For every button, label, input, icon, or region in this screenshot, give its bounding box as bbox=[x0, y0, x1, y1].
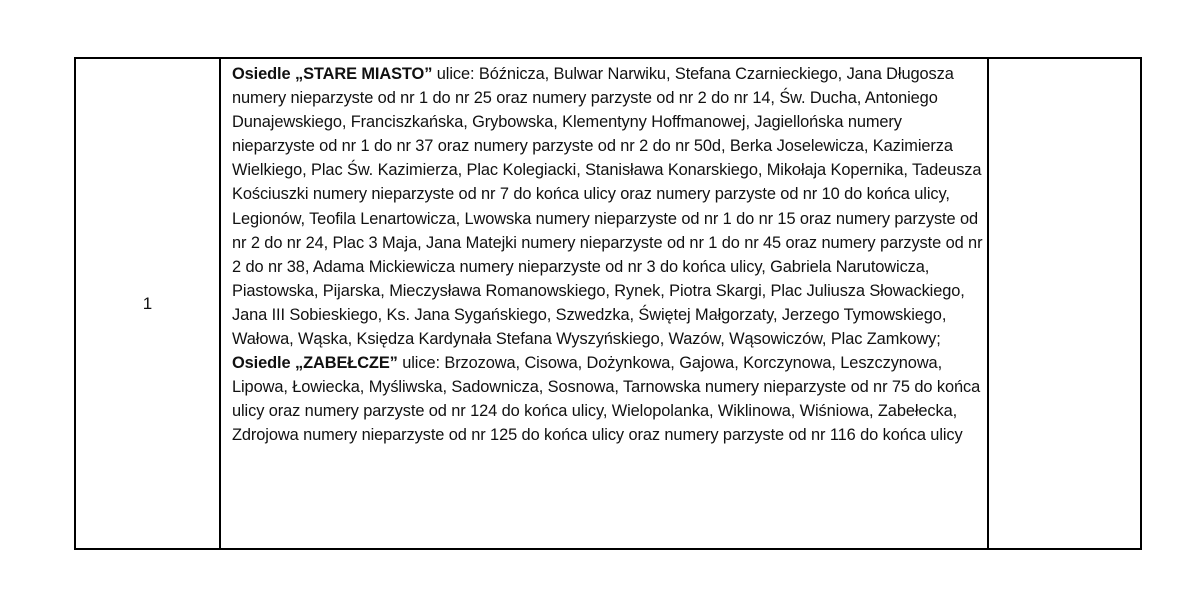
district-paragraph-stare-miasto bbox=[232, 62, 987, 351]
district-streets-zabelcze: ulice: Brzozowa, Cisowa, Dożynkowa, Gajowa, Korczynowa, Leszczynowa, Lipowa, Łowiecka, Myśliwska, Sadownicza, Sosnowa, Tarnowska numery nieparzyste od nr 75 do końca ulicy oraz numery parzyste od nr 124 do końca ulicy, Wielopolanka, Wiklinowa, Wiśniowa, Zabełecka, Zdrojowa numery nieparzyste od nr 125 do końca ulicy oraz numery parzyste od nr 116 do końca ulicy bbox=[232, 354, 981, 445]
district-streets-stare-miasto: ulice: Bóźnicza, Bulwar Narwiku, Stefana Czarnieckiego, Jana Długosza numery nieparzyste od nr 1 do nr 25 oraz numery parzyste od nr 2 do nr 14, Św. Ducha, Antoniego Dunajewskiego, Franciszkańska, Grybowska, Klementyny Hoffmanowej, Jagiellońska numery nieparzyste od nr 1 do nr 37 oraz numery parzyste od nr 2 do nr 50d, Berka Joselewicza, Kazimierza Wielkiego, Plac Św. Kazimierza, Plac Kolegiacki, Stanisława Konarskiego, Mikołaja Kopernika, Tadeusza Kościuszki numery nieparzyste od nr 7 do końca ulicy oraz numery parzyste od nr 10 do końca ulicy, Legionów, Teofila Lenartowicza, Lwowska numery nieparzyste od nr 1 do nr 15 oraz numery parzyste od nr 2 do nr 24, Plac 3 Maja, Jana Matejki numery nieparzyste od nr 1 do nr 45 oraz numery parzyste od nr 2 do nr 38, Adama Mickiewicza numery nieparzyste od nr 3 do końca ulicy, Gabriela Narutowicza, Piastowska, Pijarska, Mieczysława Romanowskiego, Rynek, Piotra Skargi, Plac Juliusza Słowackiego, Jana III Sobieskiego, Ks. Jana Sygańskiego, Szwedzka, Świętej Małgorzaty, Jerzego Tymowskiego, Wałowa, Wąska, Księdza Kardynała Stefana Wyszyńskiego, Wazów, Wąsowiczów, Plac Zamkowy; bbox=[232, 65, 983, 349]
district-title-stare-miasto: Osiedle „STARE MIASTO” bbox=[232, 65, 433, 83]
district-text-block bbox=[232, 62, 987, 448]
district-paragraph-zabelcze bbox=[232, 351, 987, 447]
district-description-cell bbox=[220, 58, 988, 549]
row-number-cell bbox=[75, 58, 220, 549]
empty-cell bbox=[988, 58, 1141, 549]
row-number: 1 bbox=[142, 293, 153, 313]
district-title-zabelcze: Osiedle „ZABEŁCZE” bbox=[232, 354, 398, 373]
document-table bbox=[74, 57, 1142, 550]
table-row bbox=[75, 58, 1141, 549]
